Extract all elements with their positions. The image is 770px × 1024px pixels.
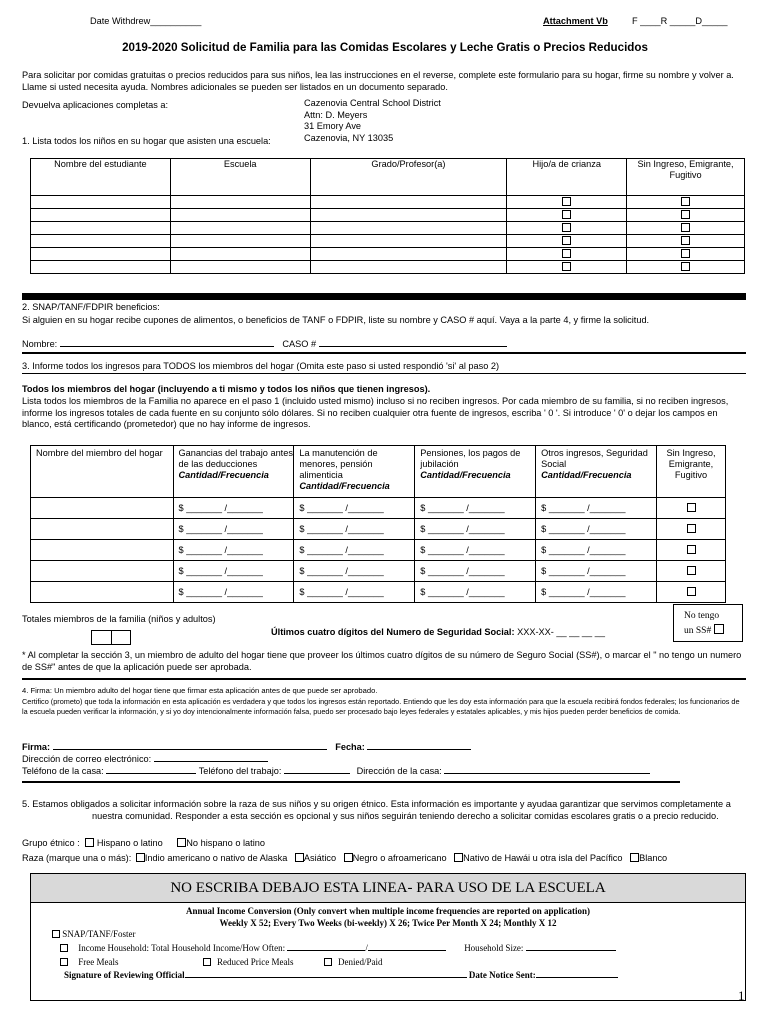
race-option: Indio americano o nativo de Alaska [144,853,288,863]
col-grade: Grado/Profesor(a) [310,159,507,196]
foster-checkbox[interactable] [562,236,571,245]
grade-cell[interactable] [310,235,507,248]
signature-field[interactable] [53,741,327,750]
col-pensions: Pensiones, los pagos de jubilación Cantidad/Frecuencia [415,446,536,498]
address-line: Cazenovia Central School District [304,98,441,108]
native-american-checkbox[interactable] [136,853,145,862]
email-label: Dirección de correo electrónico: [22,754,152,764]
reduced-meals-checkbox[interactable] [203,958,211,966]
return-label: Devuelva aplicaciones completas a: [22,100,169,110]
no-income-checkbox[interactable] [687,545,696,554]
school-cell[interactable] [170,261,310,274]
section4-title: 4. Firma: Un miembro adulto del hogar tiene que firmar esta aplicación antes de que puede ser aprobado. [22,686,378,695]
col-work-income: Ganancias del trabajo antes de las deducciones Cantidad/Frecuencia [173,446,294,498]
white-checkbox[interactable] [630,853,639,862]
no-income-checkbox[interactable] [687,503,696,512]
foster-checkbox[interactable] [562,197,571,206]
income-amount-field[interactable] [287,943,365,951]
col-member-name: Nombre del miembro del hogar [31,446,174,498]
student-name-cell[interactable] [31,222,171,235]
section-divider [22,781,680,783]
foster-checkbox[interactable] [562,249,571,258]
school-cell[interactable] [170,196,310,209]
ssn-label: Últimos cuatro dígitos del Numero de Seguridad Social: [271,627,515,637]
work-phone-label: Teléfono del trabajo: [198,766,282,776]
no-ssn-line: un SS# [684,626,712,636]
amount-cell[interactable]: $ _______ /_______ [536,498,657,519]
household-size-label: Household Size: [464,943,524,953]
no-ssn-checkbox[interactable] [714,624,724,634]
race-row [22,853,667,863]
income-household-row: Income Household: Total Household Income/How Often: / Household Size: [60,943,616,953]
no-ssn-line: No tengo [684,611,720,621]
grade-cell[interactable] [310,209,507,222]
form-title: 2019-2020 Solicitud de Familia para las Comidas Escolares y Leche Gratis o Precios Reducidos [122,41,648,54]
no-ssn-box [673,604,743,642]
amount-cell[interactable]: $ _______ /_______ [536,561,657,582]
address-line: Cazenovia, NY 13035 [304,133,394,144]
snap-checkbox[interactable] [52,930,60,938]
col-school: Escuela [170,159,310,196]
school-cell[interactable] [170,222,310,235]
denied-checkbox[interactable] [324,958,332,966]
attachment-label: Attachment Vb [543,16,608,26]
email-row [22,753,268,764]
foster-checkbox[interactable] [562,210,571,219]
ssn-row [271,627,605,637]
col-student-name: Nombre del estudiante [31,159,171,196]
amount-cell[interactable]: $ _______ /_______ [173,498,294,519]
amount-cell[interactable]: $ _______ /_______ [173,519,294,540]
amount-cell[interactable]: $ _______ /_______ [294,561,415,582]
table-row [31,519,726,540]
total-members-label: Totales miembros de la familia (niños y adultos) [22,614,216,624]
race-option: Asiático [303,853,337,863]
race-option: Blanco [639,853,668,863]
pacific-islander-checkbox[interactable] [454,853,463,862]
reduced-meals-label: Reduced Price Meals [217,957,294,967]
snap-case-label: CASO # [282,339,317,349]
table-row [31,561,726,582]
total-members-box[interactable] [91,630,131,645]
signature-row [22,741,471,752]
race-option: Negro o afroamericano [352,853,447,863]
section1-label: 1. Lista todos los niños en su hogar que asisten una escuela: [22,136,271,146]
amount-cell[interactable]: $ _______ /_______ [536,540,657,561]
snap-label: SNAP/TANF/Foster [62,929,136,939]
conversion-rates: Weekly X 52; Every Two Weeks (bi-weekly) X 26; Twice Per Month X 24; Monthly X 12 [219,918,557,928]
free-meals-checkbox[interactable] [60,958,68,966]
date-field[interactable] [367,741,471,750]
section3-text: Lista todos los miembros de la Familia no aparece en el paso 1 (incluido usted mismo) incluso si no reciben ingresos. Por cada miembro de su familia, si no reciben ingresos, informe los ingresos totales de cada fuente en su conjunto sólo dólares. Si no reciben cualquier otra fuente de ingresos, escriba ' 0 '. Si introduce ' 0' o dejar los campos en blanco, está certificando (prometedor) que no hay informe de ingresos. [22,396,729,430]
grade-cell[interactable] [310,261,507,274]
col-no-income: Sin Ingreso, Emigrante, Fugitivo [657,446,726,498]
income-table [30,445,726,603]
member-name-cell[interactable] [31,498,174,519]
income-household-checkbox[interactable] [60,944,68,952]
snap-row [52,929,136,939]
return-address [304,98,441,145]
no-income-checkbox[interactable] [681,197,690,206]
page-number: 1 [738,988,745,1003]
home-phone-label: Teléfono de la casa: [22,766,104,776]
race-label: Raza (marque una o más): [22,853,132,863]
table-row [31,235,745,248]
home-phone-field[interactable] [106,765,196,774]
section-divider [22,352,746,354]
race-option: Nativo de Hawái u otra isla del Pacífico [463,853,623,863]
reviewer-row [64,970,618,980]
no-income-checkbox[interactable] [681,210,690,219]
household-size-field[interactable] [526,943,616,951]
snap-name-field[interactable] [60,338,274,347]
table-row [31,498,726,519]
amount-cell[interactable]: $ _______ /_______ [173,582,294,603]
asian-checkbox[interactable] [295,853,304,862]
date-notice-label: Date Notice Sent: [468,970,536,980]
member-name-cell[interactable] [31,582,174,603]
section3-bold-line: Todos los miembros del hogar (incluyendo a ti mismo y todos los niños que tienen ingresos). [22,384,431,394]
section3-title: 3. Informe todos los ingresos para TODOS los miembros del hogar (Omita este paso si usted respondió 'si' al paso 2) [22,361,500,371]
hispanic-checkbox[interactable] [85,838,94,847]
denied-label: Denied/Paid [337,957,383,967]
income-household-label: Income Household: Total Household Income/How Often: [78,943,286,953]
foster-checkbox[interactable] [562,262,571,271]
student-name-cell[interactable] [31,248,171,261]
amount-cell[interactable]: $ _______ /_______ [294,582,415,603]
address-line: 31 Emory Ave [304,121,362,132]
address-field[interactable] [444,765,650,774]
student-name-cell[interactable] [31,235,171,248]
ethnic-option: No hispano o latino [186,838,265,848]
member-name-cell[interactable] [31,519,174,540]
date-withdrew: Date Withdrew__________ [90,16,202,26]
address-label: Dirección de la casa: [356,766,442,776]
income-frequency-field[interactable] [368,943,446,951]
foster-checkbox[interactable] [562,223,571,232]
black-checkbox[interactable] [344,853,353,862]
section-divider [22,293,746,300]
amount-cell[interactable]: $ _______ /_______ [415,519,536,540]
snap-name-label: Nombre: [22,339,58,349]
school-cell[interactable] [170,235,310,248]
amount-cell[interactable]: $ _______ /_______ [415,582,536,603]
signature-label: Firma: [22,742,51,752]
col-no-income: Sin Ingreso, Emigrante, Fugitivo [627,159,745,196]
reviewer-signature-field[interactable] [185,970,467,978]
col-foster: Hijo/a de crianza [507,159,627,196]
office-banner: NO ESCRIBA DEBAJO ESTA LINEA- PARA USO DE LA ESCUELA [31,874,745,903]
non-hispanic-checkbox[interactable] [177,838,186,847]
email-field[interactable] [154,753,268,762]
student-name-cell[interactable] [31,261,171,274]
snap-name-row [22,338,507,349]
school-cell[interactable] [170,209,310,222]
no-income-checkbox[interactable] [681,249,690,258]
date-notice-field[interactable] [536,970,618,978]
amount-cell[interactable]: $ _______ /_______ [294,540,415,561]
reviewer-signature-label: Signature of Reviewing Official [64,970,185,980]
no-income-checkbox[interactable] [681,236,690,245]
amount-cell[interactable]: $ _______ /_______ [536,519,657,540]
snap-case-field[interactable] [319,338,507,347]
col-child-support: La manutención de menores, pensión alimenticia Cantidad/Frecuencia [294,446,415,498]
no-income-checkbox[interactable] [681,262,690,271]
section4-text: Certifico (prometo) que toda la información en esta aplicación es verdadera y que todos los ingresos están reportado. Entiendo que les doy esta información para que la escuela recibirá fondos federales; los funcionarios de la escuela pueden verificar la información, y si yo doy intencionalmente información falsa, puedo ser procesado bajo leyes federales y estatales aplicables, y mis hijos pueden perder beneficios de comida. [22,697,740,716]
grade-cell[interactable] [310,222,507,235]
section5-text: 5. Estamos obligados a solicitar información sobre la raza de sus niños y su origen étnico. Esta información es importante y ayudaa garantizar que servimos completamente a nuestra comunidad. Responder a esta sección es opcional y sus niños seguirán teniendo derecho a solicitar comidas escolares gratis o a precio reducido. [22,799,731,821]
frd-fields: F ____R _____D_____ [632,16,728,26]
phone-row [22,765,650,776]
student-name-cell[interactable] [31,196,171,209]
table-row [31,261,745,274]
student-name-cell[interactable] [31,209,171,222]
table-row [31,222,745,235]
work-phone-field[interactable] [284,765,350,774]
date-label: Fecha: [335,742,365,752]
table-row [31,248,745,261]
conversion-title: Annual Income Conversion (Only convert when multiple income frequencies are reported on application) [186,906,590,916]
ethnic-option: Hispano o latino [96,838,163,848]
member-name-cell[interactable] [31,540,174,561]
no-income-checkbox[interactable] [687,524,696,533]
children-table [30,158,745,274]
grade-cell[interactable] [310,248,507,261]
amount-cell[interactable]: $ _______ /_______ [415,498,536,519]
no-income-checkbox[interactable] [687,587,696,596]
section-divider [22,678,746,680]
table-row [31,209,745,222]
ssn-value[interactable]: XXX-XX- __ __ __ __ [517,627,605,637]
section2-title: 2. SNAP/TANF/FDPIR beneficios: [22,302,160,312]
table-row [31,582,726,603]
section2-text: Si alguien en su hogar recibe cupones de alimentos, o beneficios de TANF o FDPIR, liste su nombre y CASO # aquí. Vaya a la parte 4, y firme la solicitud. [22,315,650,325]
amount-cell[interactable]: $ _______ /_______ [173,561,294,582]
free-meals-label: Free Meals [78,957,119,967]
grade-cell[interactable] [310,196,507,209]
member-name-cell[interactable] [31,561,174,582]
intro-text: Para solicitar por comidas gratuitas o precios reducidos para sus niños, lea las instrucciones en el reverse, complete este formulario para su hogar, firme su nombre y volver a. Llame si usted necesita ayuda. Nombres adicionales se pueden ser listados en un documento separado. [22,70,734,92]
amount-cell[interactable]: $ _______ /_______ [294,498,415,519]
address-line: Attn: D. Meyers [304,109,368,120]
ethnic-row [22,838,265,848]
ethnic-label: Grupo étnico : [22,838,80,848]
amount-cell[interactable]: $ _______ /_______ [294,519,415,540]
no-income-checkbox[interactable] [687,566,696,575]
amount-cell[interactable]: $ _______ /_______ [536,582,657,603]
office-use-section [30,873,746,1001]
school-cell[interactable] [170,248,310,261]
determination-row [60,957,382,967]
amount-cell[interactable]: $ _______ /_______ [415,540,536,561]
ssn-note: * Al completar la sección 3, un miembro de adulto del hogar tiene que proveer los últimos cuatro dígitos de su número de Seguro Social (SS#), o marcar el " no tengo un numero de SS#" antes de que la aplicación puede ser aprobada. [22,650,742,672]
amount-cell[interactable]: $ _______ /_______ [415,561,536,582]
table-row [31,540,726,561]
table-row [31,196,745,209]
no-income-checkbox[interactable] [681,223,690,232]
col-other-income: Otros ingresos, Seguridad Social Cantidad/Frecuencia [536,446,657,498]
section-divider [22,373,746,374]
amount-cell[interactable]: $ _______ /_______ [173,540,294,561]
